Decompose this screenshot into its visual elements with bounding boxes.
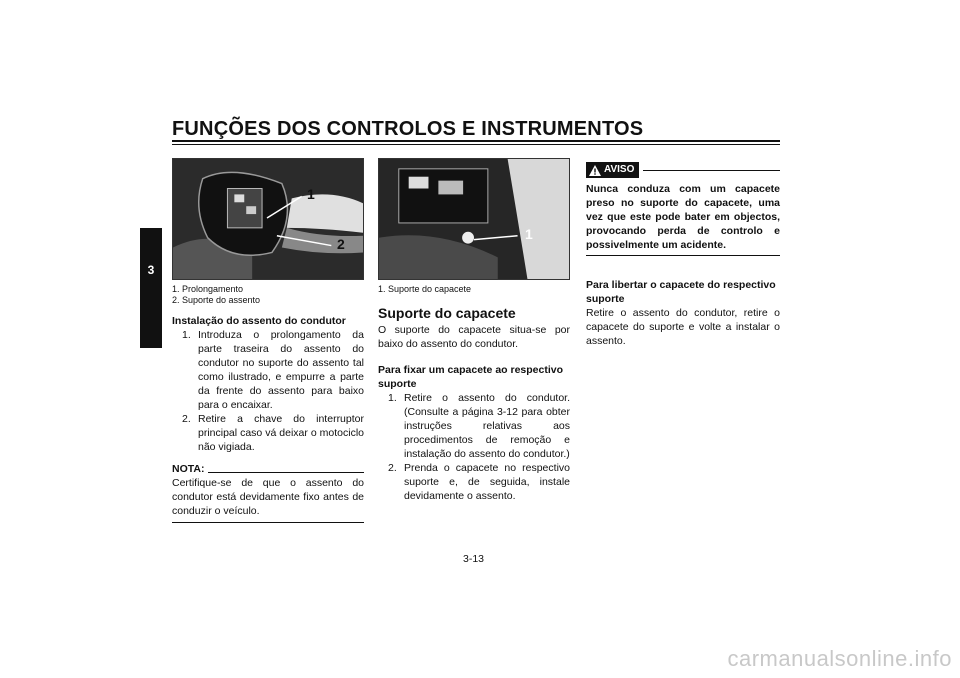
callout-1: 1 bbox=[525, 226, 533, 242]
install-seat-heading: Instalação do assento do condutor bbox=[172, 315, 346, 327]
seat-photo bbox=[172, 158, 364, 280]
step-item bbox=[388, 461, 570, 503]
warning-icon bbox=[589, 165, 601, 176]
release-helmet-heading: Para libertar o capacete do respectivo suporte bbox=[586, 279, 776, 305]
caption-2: 2. Suporte do assento bbox=[172, 295, 261, 305]
header-rule-thin bbox=[172, 144, 780, 145]
column-1 bbox=[172, 158, 364, 523]
intro-text: O suporte do capacete situa-se por baixo do assento do condutor. bbox=[378, 324, 570, 350]
caption-1: 1. Suporte do capacete bbox=[378, 284, 472, 294]
aviso-rule bbox=[643, 170, 780, 171]
fix-helmet-heading: Para fixar um capacete ao respectivo suporte bbox=[378, 364, 564, 390]
step-item bbox=[182, 328, 364, 412]
nota-header bbox=[172, 462, 364, 476]
aviso-badge bbox=[586, 162, 639, 178]
watermark: carmanualsonline.info bbox=[727, 646, 952, 671]
column-2 bbox=[378, 158, 570, 503]
step-item bbox=[388, 391, 570, 461]
section-title: Suporte do capacete bbox=[378, 305, 516, 321]
step-item bbox=[182, 412, 364, 454]
step-number: 2. bbox=[182, 413, 191, 425]
aviso-end-rule bbox=[586, 255, 780, 256]
page-header-title: FUNÇÕES DOS CONTROLOS E INSTRUMENTOS bbox=[172, 118, 644, 140]
column-3 bbox=[586, 158, 780, 348]
aviso-text: Nunca conduza com um capacete preso no suporte do capacete, uma vez que este pode bater em objectos, provocando perda de controlo e possivelmente um acidente. bbox=[586, 183, 780, 251]
step-text: Retire o assento do condutor. (Consulte a página 3-12 para obter instruções relativas aos procedimentos de remoção e instalação do assento do condutor.) bbox=[404, 392, 570, 460]
callout-2: 2 bbox=[337, 236, 345, 252]
step-text: Retire a chave do interruptor principal caso vá deixar o motociclo não vigiada. bbox=[198, 413, 364, 453]
page-number: 3-13 bbox=[463, 553, 485, 565]
photo-captions bbox=[172, 284, 364, 306]
callout-1: 1 bbox=[307, 186, 315, 202]
header-rule bbox=[172, 140, 780, 142]
step-number: 2. bbox=[388, 462, 397, 474]
photo-captions bbox=[378, 284, 570, 295]
step-text: Introduza o prolongamento da parte traseira do assento do condutor no suporte do assento tal como ilustrado, e empurre a parte da frente do assento para baixo para o encaixar. bbox=[198, 329, 364, 411]
release-helmet-text: Retire o assento do condutor, retire o capacete do suporte e volte a instalar o assento. bbox=[586, 307, 780, 347]
step-text: Prenda o capacete no respectivo suporte e, de seguida, instale devidamente o assento. bbox=[404, 462, 570, 502]
aviso-header bbox=[586, 162, 780, 178]
nota-end-rule bbox=[172, 522, 364, 523]
step-number: 1. bbox=[182, 329, 191, 341]
step-number: 1. bbox=[388, 392, 397, 404]
caption-1: 1. Prolongamento bbox=[172, 284, 244, 294]
nota-text: Certifique-se de que o assento do condutor está devidamente fixo antes de conduzir o veículo. bbox=[172, 477, 364, 517]
nota-box bbox=[172, 462, 364, 523]
chapter-tab: 3 bbox=[140, 228, 162, 348]
aviso-label: AVISO bbox=[604, 164, 635, 175]
nota-label: NOTA: bbox=[172, 463, 205, 475]
nota-rule bbox=[208, 472, 364, 473]
helmet-holder-photo bbox=[378, 158, 570, 280]
